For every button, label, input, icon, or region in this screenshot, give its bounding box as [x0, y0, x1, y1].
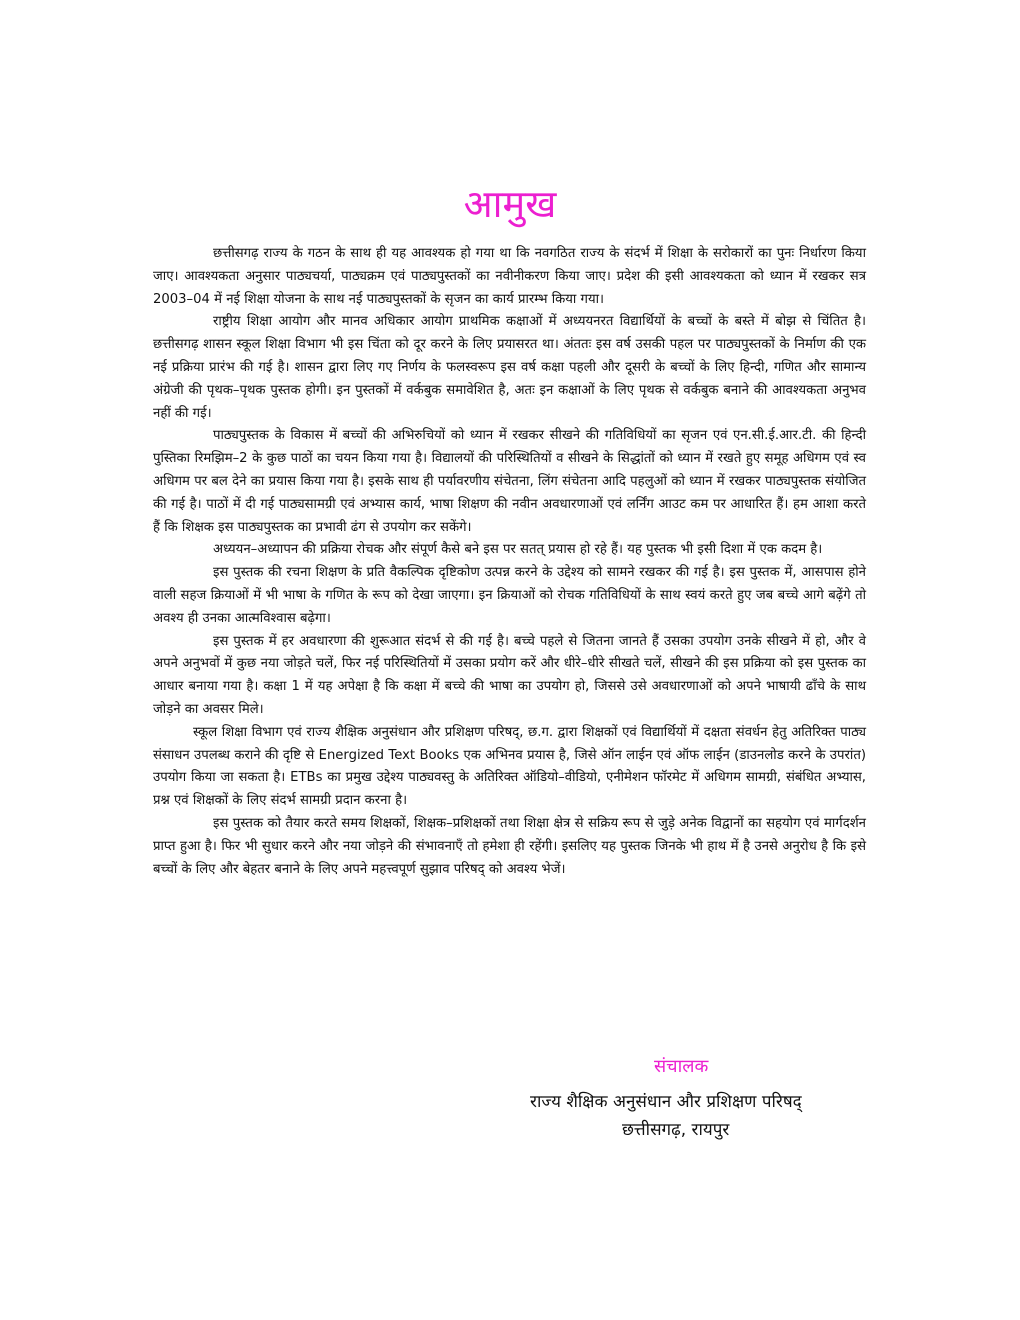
- paragraph: अध्ययन–अध्यापन की प्रक्रिया रोचक और संपूर्ण कैसे बने इस पर सतत् प्रयास हो रहे हैं। यह पुस्तक भी इसी दिशा में एक कदम है।: [213, 542, 823, 558]
- signature-organization: राज्य शैक्षिक अनुसंधान और प्रशिक्षण परिषद्: [530, 1092, 802, 1112]
- preface-body: [153, 243, 866, 881]
- paragraph: स्कूल शिक्षा विभाग एवं राज्य शैक्षिक अनुसंधान और प्रशिक्षण परिषद्, छ.ग. द्वारा शिक्षकों एवं विद्यार्थियों में दक्षता संवर्धन हेतु अतिरिक्त पाठ्य संसाधन उपलब्ध कराने की दृष्टि से Energized Text Books एक अभिनव प्रयास है, जिसे ऑन लाईन एवं ऑफ लाईन (डाउनलोड करने के उपरांत) उपयोग किया जा सकता है। ETBs का प्रमुख उद्देश्य पाठ्यवस्तु के अतिरिक्त ऑडियो–वीडियो, एनीमेशन फॉरमेट में अधिगम सामग्री, संबंधित अभ्यास, प्रश्न एवं शिक्षकों के लिए संदर्भ सामग्री प्रदान करना है।: [153, 724, 866, 809]
- paragraph: इस पुस्तक को तैयार करते समय शिक्षकों, शिक्षक–प्रशिक्षकों तथा शिक्षा क्षेत्र से सक्रिय रूप से जुड़े अनेक विद्वानों का सहयोग एवं मार्गदर्शन प्राप्त हुआ है। फिर भी सुधार करने और नया जोड़ने की संभावनाएँ तो हमेशा ही रहेंगी। इसलिए यह पुस्तक जिनके भी हाथ में है उनसे अनुरोध है कि इसे बच्चों के लिए और बेहतर बनाने के लिए अपने महत्त्वपूर्ण सुझाव परिषद् को अवश्य भेजें।: [153, 815, 866, 877]
- paragraph: इस पुस्तक में हर अवधारणा की शुरूआत संदर्भ से की गई है। बच्चे पहले से जितना जानते हैं उसका उपयोग उनके सीखने में हो, और वे अपने अनुभवों में कुछ नया जोड़ते चलें, फिर नई परिस्थितियों में उसका प्रयोग करें और धीरे–धीरे सीखते चलें, सीखने की इस प्रक्रिया को इस पुस्तक का आधार बनाया गया है। कक्षा 1 में यह अपेक्षा है कि कक्षा में बच्चे की भाषा का उपयोग हो, जिससे उसे अवधारणाओं को अपने भाषायी ढाँचे के साथ जोड़ने का अवसर मिले।: [153, 633, 866, 717]
- signature-place: छत्तीसगढ़, रायपुर: [622, 1120, 730, 1140]
- signature-designation: संचालक: [654, 1056, 709, 1077]
- paragraph: पाठ्यपुस्तक के विकास में बच्चों की अभिरुचियों को ध्यान में रखकर सीखने की गतिविधियों का सृजन एवं एन.सी.ई.आर.टी. की हिन्दी पुस्तिका रिमझिम–2 के कुछ पाठों का चयन किया गया है। विद्यालयों की परिस्थितियों व सीखने के सिद्धांतों को ध्यान में रखते हुए समूह अधिगम एवं स्व अधिगम पर बल देने का प्रयास किया गया है। इसके साथ ही पर्यावरणीय संचेतना, लिंग संचेतना आदि पहलुओं को ध्यान में रखकर पाठ्यपुस्तक संयोजित की गई है। पाठों में दी गई पाठ्यसामग्री एवं अभ्यास कार्य, भाषा शिक्षण की नवीन अवधारणाओं एवं लर्निंग आउट कम पर आधारित हैं। हम आशा करते हैं कि शिक्षक इस पाठ्यपुस्तक का प्रभावी ढंग से उपयोग कर सकेंगे।: [153, 428, 866, 535]
- paragraph: इस पुस्तक की रचना शिक्षण के प्रति वैकल्पिक दृष्टिकोण उत्पन्न करने के उद्देश्य को सामने रखकर की गई है। इस पुस्तक में, आसपास होने वाली सहज क्रियाओं में भी भाषा के गणित के रूप को देखा जाएगा। इन क्रियाओं को रोचक गतिविधियों के साथ स्वयं करते हुए जब बच्चे आगे बढ़ेंगे तो अवश्य ही उनका आत्मविश्वास बढ़ेगा।: [153, 565, 866, 626]
- paragraph: राष्ट्रीय शिक्षा आयोग और मानव अधिकार आयोग प्राथमिक कक्षाओं में अध्ययनरत विद्यार्थियों के बच्चों के बस्ते में बोझ से चिंतित है। छत्तीसगढ़ शासन स्कूल शिक्षा विभाग भी इस चिंता को दूर करने के लिए प्रयासरत था। अंततः इस वर्ष उसकी पहल पर पाठ्यपुस्तकों के निर्माण की एक नई प्रक्रिया प्रारंभ की गई है। शासन द्वारा लिए गए निर्णय के फलस्वरूप इस वर्ष कक्षा पहली और दूसरी के बच्चों के लिए हिन्दी, गणित और सामान्य अंग्रेजी की पृथक–पृथक पुस्तक होगी। इन पुस्तकों में वर्कबुक समावेशित है, अतः इन कक्षाओं के लिए पृथक से वर्कबुक बनाने की आवश्यकता अनुभव नहीं की गई।: [153, 314, 866, 421]
- paragraph: छत्तीसगढ़ राज्य के गठन के साथ ही यह आवश्यक हो गया था कि नवगठित राज्य के संदर्भ में शिक्षा के सरोकारों का पुनः निर्धारण किया जाए। आवश्यकता अनुसार पाठ्यचर्या, पाठ्यक्रम एवं पाठ्यपुस्तकों का नवीनीकरण किया जाए। प्रदेश की इसी आवश्यकता को ध्यान में रखकर सत्र 2003–04 में नई शिक्षा योजना के साथ नई पाठ्यपुस्तकों के सृजन का कार्य प्रारम्भ किया गया।: [153, 246, 866, 307]
- page-title: आमुख: [463, 182, 557, 226]
